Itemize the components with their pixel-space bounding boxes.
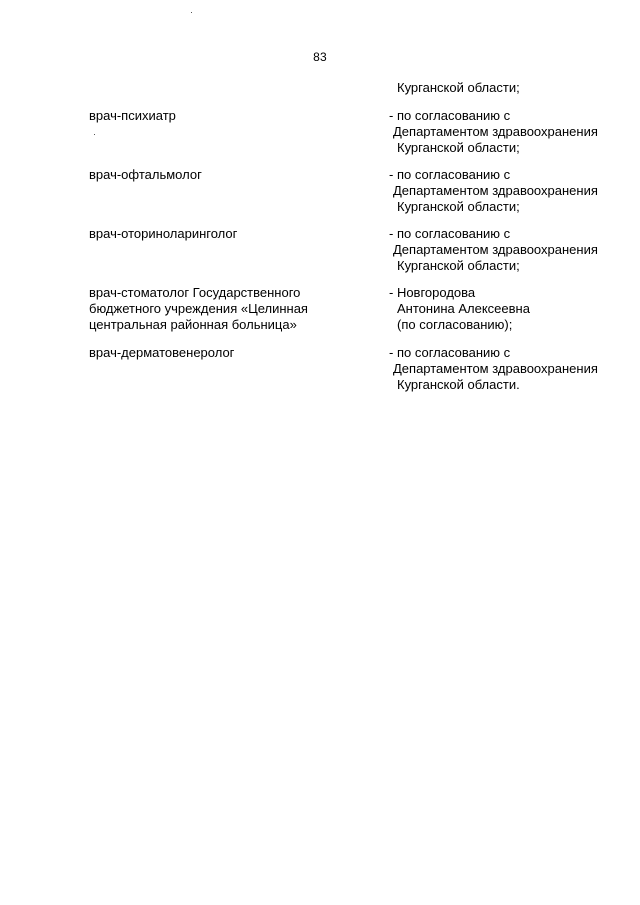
assignment-line: Департаментом здравоохранения: [393, 183, 598, 198]
assignment-line: Курганской области;: [397, 140, 520, 155]
position-line: врач-психиатр: [89, 108, 176, 123]
assignment-line: Курганской области;: [397, 199, 520, 214]
page-number: 83: [313, 50, 327, 64]
assignment-line: Курганской области.: [397, 377, 520, 392]
assignment-text: [389, 285, 629, 333]
assignment-line: (по согласованию);: [397, 317, 513, 332]
scan-artifact-dot: [191, 12, 192, 13]
position-line: бюджетного учреждения «Целинная: [89, 301, 308, 316]
position-title: [89, 345, 369, 361]
assignment-text: [389, 167, 629, 215]
position-title: [89, 226, 369, 242]
assignment-line: - по согласованию с: [389, 226, 511, 241]
continuation-text: Курганской области;: [397, 80, 520, 95]
assignment-text: [389, 108, 629, 156]
position-title: [89, 285, 369, 333]
assignment-line: Департаментом здравоохранения: [393, 242, 598, 257]
assignment-text: [389, 345, 629, 393]
assignment-line: Курганской области;: [397, 258, 520, 273]
position-line: центральная районная больница»: [89, 317, 297, 332]
assignment-line: Департаментом здравоохранения: [393, 361, 598, 376]
assignment-line: - по согласованию с: [389, 345, 511, 360]
scan-artifact-dot: [94, 134, 95, 135]
assignment-line: - по согласованию с: [389, 167, 511, 182]
position-title: [89, 167, 369, 183]
assignment-line: - Новгородова: [389, 285, 476, 300]
position-title: [89, 108, 369, 124]
assignment-text: [389, 226, 629, 274]
assignment-line: - по согласованию с: [389, 108, 511, 123]
assignment-line: Департаментом здравоохранения: [393, 124, 598, 139]
position-line: врач-оториноларинголог: [89, 226, 238, 241]
position-line: врач-стоматолог Государственного: [89, 285, 301, 300]
position-line: врач-офтальмолог: [89, 167, 202, 182]
position-line: врач-дерматовенеролог: [89, 345, 235, 360]
assignment-line: Антонина Алексеевна: [397, 301, 530, 316]
